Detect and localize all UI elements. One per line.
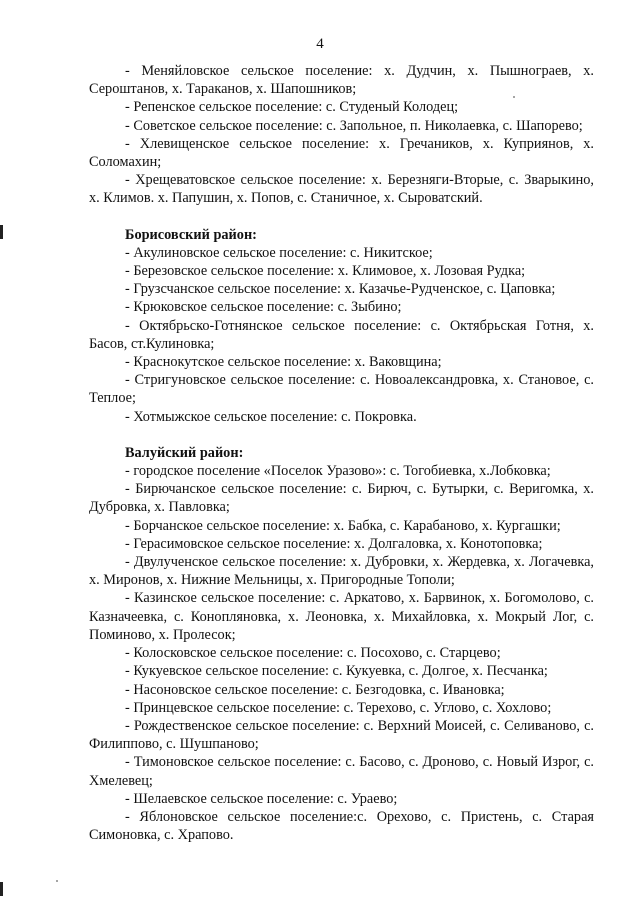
section-title-valuysky: Валуйский район: — [125, 444, 244, 461]
section-borisovsky — [89, 226, 594, 426]
section-valuysky — [89, 444, 594, 844]
settlement-entry: - Тимоновское сельское поселение: с. Басово, с. Дроново, с. Новый Изрог, с. Хмелевец; — [89, 754, 594, 789]
settlement-entry: - Стригуновское сельское поселение: с. Новоалександровка, х. Становое, с. Теплое; — [89, 372, 594, 407]
intro-list — [89, 62, 594, 208]
scan-edge-mark — [0, 225, 3, 239]
section-title-borisovsky: Борисовский район: — [125, 226, 257, 243]
settlement-entry: - Крюковское сельское поселение: с. Зыбино; — [125, 299, 402, 316]
settlement-entry-khlevishchenskoe: - Хлевищенское сельское поселение: х. Гречаников, х. Куприянов, х. Соломахин; — [89, 135, 594, 171]
settlement-entry-menyailovskoe: - Меняйловское сельское поселение: х. Дудчин, х. Пышнограев, х. Сероштанов, х. Тараканов, х. Шапошников; — [89, 63, 594, 98]
settlement-entry: - Яблоновское сельское поселение:с. Орехово, с. Пристень, с. Старая Симоновка, с. Храпово. — [89, 808, 594, 844]
settlement-entry: - Герасимовское сельское поселение: х. Долгаловка, х. Конотоповка; — [125, 535, 543, 552]
scan-speck — [513, 96, 515, 98]
page-number: 4 — [316, 36, 324, 52]
scan-edge-mark — [0, 882, 3, 896]
settlement-entry: - Рождественское сельское поселение: с. Верхний Моисей, с. Селиваново, с. Филиппово, с. Шушпаново; — [89, 717, 594, 753]
settlement-entry: - Октябрьско-Готнянское сельское поселение: с. Октябрьская Готня, х. Басов, ст.Кулиновка; — [89, 317, 594, 352]
settlement-entry: - Принцевское сельское поселение: с. Терехово, с. Углово, с. Хохлово; — [125, 699, 552, 716]
settlement-entry: - Двулученское сельское поселение: х. Дубровки, х. Жердевка, х. Логачевка, х. Миронов, х. Нижние Мельницы, х. Пригородные Тополи; — [89, 554, 594, 589]
settlement-entry: - Казинское сельское поселение: с. Аркатово, х. Барвинок, х. Богомолово, с. Казначеевка, с. Конопляновка, х. Леоновка, х. Михайловка, х. Мокрый Лог, с. Поминово, х. Пролесок; — [89, 590, 594, 643]
settlement-entry: - Грузсчанское сельское поселение: х. Казачье-Рудченское, с. Цаповка; — [125, 281, 556, 298]
settlement-entry: - Насоновское сельское поселение: с. Безгодовка, с. Ивановка; — [125, 681, 505, 698]
settlement-entry: - Акулиновское сельское поселение: с. Никитское; — [125, 244, 433, 261]
settlement-entry-sovetskoe: - Советское сельское поселение: с. Запольное, п. Николаевка, с. Шапорево; — [125, 117, 583, 134]
settlement-entry: - Шелаевское сельское поселение: с. Ураево; — [125, 790, 398, 807]
scan-speck — [56, 880, 58, 882]
settlement-entry: - Борчанское сельское поселение: х. Бабка, с. Карабаново, х. Кургашки; — [125, 517, 561, 534]
settlement-entry: - Березовское сельское поселение: х. Климовое, х. Лозовая Рудка; — [125, 263, 526, 280]
document-body — [89, 62, 594, 844]
settlement-entry: - городское поселение «Поселок Уразово»: с. Тогобиевка, х.Лобковка; — [125, 463, 551, 480]
settlement-entry: - Колосковское сельское поселение: с. Посохово, с. Старцево; — [125, 645, 501, 662]
settlement-entry: - Краснокутское сельское поселение: х. Ваковщина; — [125, 354, 442, 371]
settlement-entry-repenskoe: - Репенское сельское поселение: с. Студеный Колодец; — [125, 99, 459, 116]
settlement-entry: - Кукуевское сельское поселение: с. Кукуевка, с. Долгое, х. Песчанка; — [125, 663, 548, 680]
settlement-entry: - Бирючанское сельское поселение: с. Бирюч, с. Бутырки, с. Веригомка, х. Дубровка, х. Павловка; — [89, 481, 594, 516]
settlement-entry-khreshchevatovskoe: - Хрещеватовское сельское поселение: х. Березняги-Вторые, с. Зварыкино, х. Климов. х. Папушин, х. Попов, с. Станичное, х. Сыроватский. — [89, 172, 594, 207]
settlement-entry: - Хотмыжское сельское поселение: с. Покровка. — [125, 408, 417, 425]
